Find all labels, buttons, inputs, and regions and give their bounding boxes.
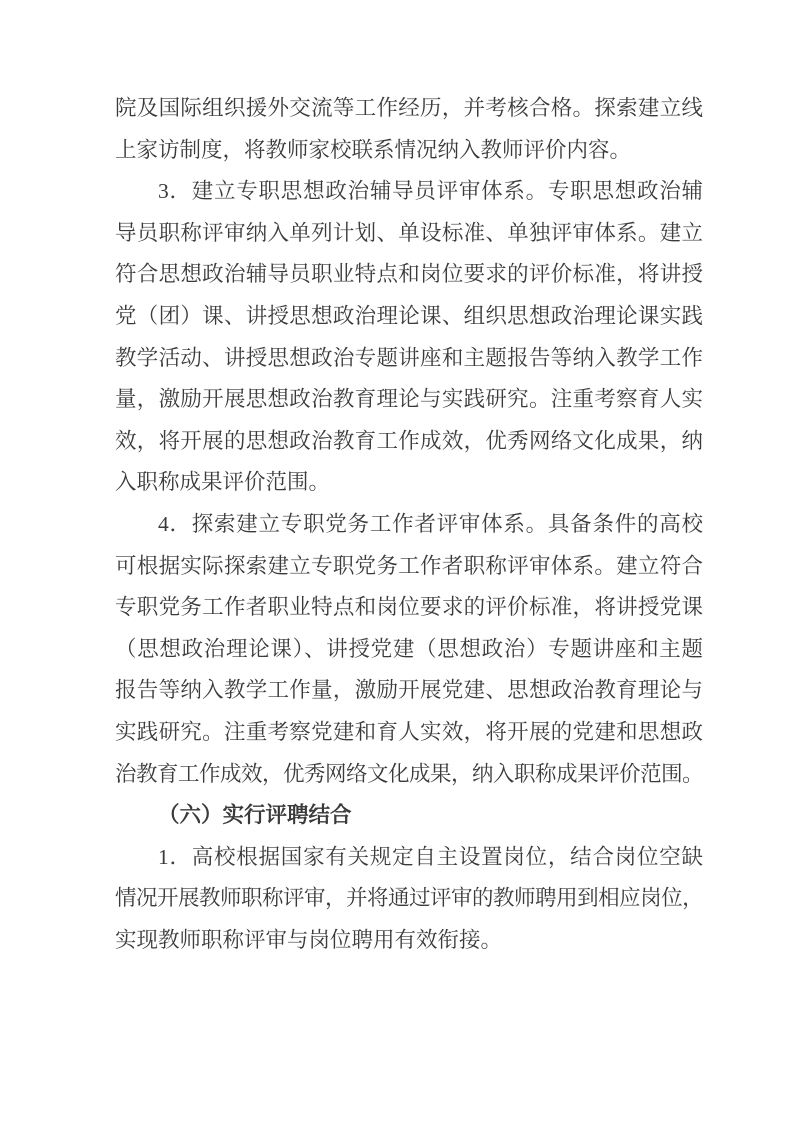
text-line: 实现教师职称评审与岗位聘用有效衔接。 — [115, 927, 503, 952]
list-item-4-start: 4．探索建立专职党务工作者评审体系。具备条件的高校 — [158, 511, 703, 536]
text-line: 报告等纳入教学工作量，激励开展党建、思想政治教育理论与 — [115, 678, 703, 703]
section-heading-6: （六）实行评聘结合 — [158, 803, 352, 828]
text-line: 专职党务工作者职业特点和岗位要求的评价标准，将讲授党课 — [115, 595, 703, 620]
text-line: 导员职称评审纳入单列计划、单设标准、单独评审体系。建立 — [115, 220, 703, 245]
text-line: 效，将开展的思想政治教育工作成效，优秀网络文化成果，纳 — [115, 428, 703, 453]
text-line: 可根据实际探索建立专职党务工作者职称评审体系。建立符合 — [115, 553, 703, 578]
text-line: 情况开展教师职称评审，并将通过评审的教师聘用到相应岗位， — [115, 886, 703, 911]
text-line: 量，激励开展思想政治教育理论与实践研究。注重考察育人实 — [115, 387, 703, 412]
text-line: 治教育工作成效，优秀网络文化成果，纳入职称成果评价范围。 — [115, 761, 703, 786]
text-line: 实践研究。注重考察党建和育人实效，将开展的党建和思想政 — [115, 719, 703, 744]
text-line: 党（团）课、讲授思想政治理论课、组织思想政治理论课实践 — [115, 303, 703, 328]
list-item-1-start: 1．高校根据国家有关规定自主设置岗位，结合岗位空缺 — [158, 844, 703, 869]
text-line: 上家访制度，将教师家校联系情况纳入教师评价内容。 — [115, 137, 632, 162]
text-line: 院及国际组织援外交流等工作经历，并考核合格。探索建立线 — [115, 96, 703, 120]
list-item-3-start: 3．建立专职思想政治辅导员评审体系。专职思想政治辅 — [158, 179, 703, 204]
text-line: 入职称成果评价范围。 — [115, 470, 331, 495]
document-body — [115, 88, 703, 961]
text-line: 教学活动、讲授思想政治专题讲座和主题报告等纳入教学工作 — [115, 345, 703, 370]
text-line: （思想政治理论课）、讲授党建（思想政治）专题讲座和主题 — [115, 636, 703, 661]
text-line: 符合思想政治辅导员职业特点和岗位要求的评价标准，将讲授 — [115, 262, 703, 287]
